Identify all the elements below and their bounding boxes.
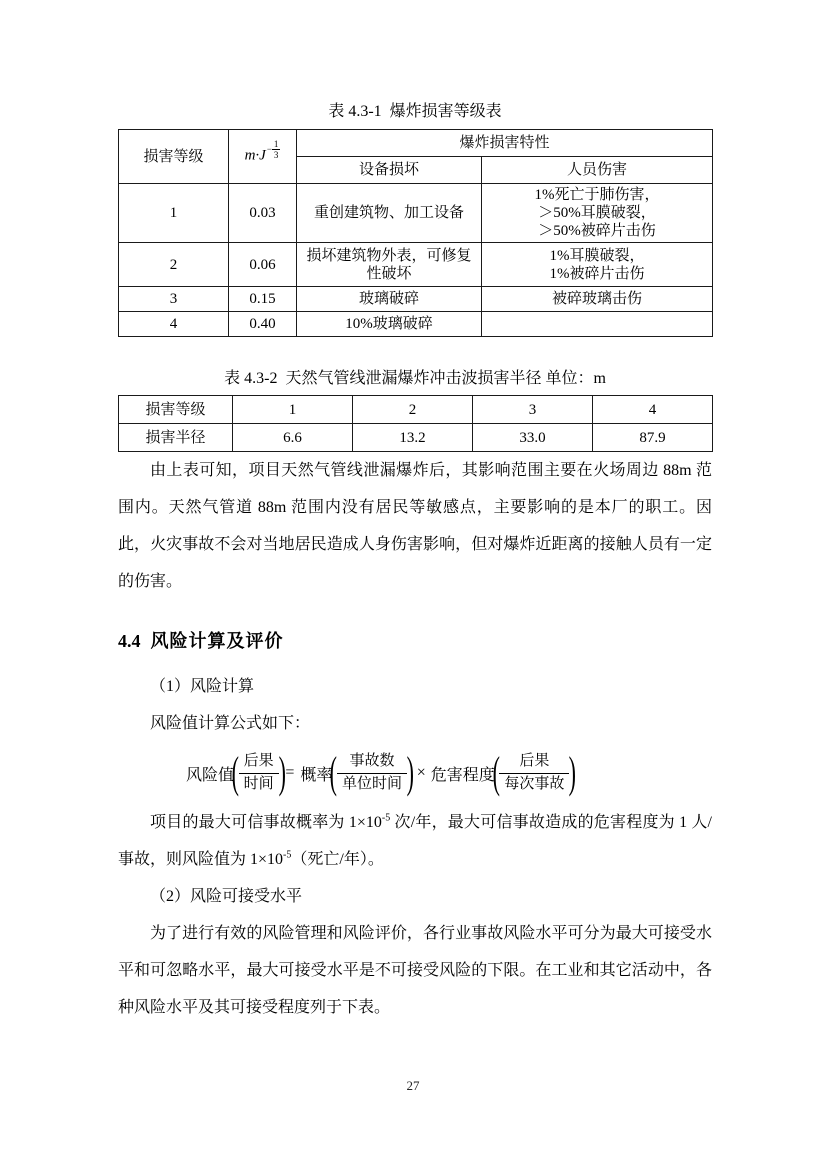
paragraph-risk-value (118, 804, 712, 878)
row-label-cell: 损害等级 (119, 396, 233, 424)
times-sign: × (416, 764, 426, 781)
severity-label: 危害程度 (430, 766, 495, 784)
list-item-2: （2）风险可接受水平 (150, 888, 303, 905)
table1-header-personnel: 人员伤害 (482, 157, 713, 184)
table-row (119, 184, 713, 243)
radius-cell: 87.9 (593, 424, 713, 452)
page-content (118, 0, 712, 1026)
level-cell: 3 (119, 287, 229, 312)
personnel-cell (482, 312, 713, 337)
value-cell: 0.06 (229, 243, 297, 287)
level-cell: 3 (473, 396, 593, 424)
formula-intro: 风险值计算公式如下： (150, 715, 311, 732)
personnel-cell: 被碎玻璃击伤 (482, 287, 713, 312)
text-segment: 次/年，最大可信事故造成的危害程度为 1 人/事故，则风险值为 1×10 (118, 814, 712, 868)
paragraph-acceptable-risk: 为了进行有效的风险管理和风险评价，各行业事故风险水平可分为最大可接受水平和可忽略水平，最大可接受水平是不可接受风险的下限。在工业和其它活动中，各种风险水平及其可接受程度列于下表。 (118, 925, 712, 1016)
equipment-cell: 10%玻璃破碎 (297, 312, 482, 337)
risk-formula (118, 742, 712, 804)
text-segment: 项目的最大可信事故概率为 1×10 (150, 814, 382, 831)
table1-header-row-1 (119, 130, 713, 157)
right-paren: ) (278, 748, 286, 798)
exponent-minus: − (266, 144, 272, 154)
explosion-damage-level-table (118, 129, 713, 337)
severity-fraction (499, 752, 569, 794)
left-paren: ( (330, 748, 338, 798)
fraction-denominator: 单位时间 (342, 775, 403, 792)
personnel-line: 1%死亡于肺伤害， (534, 187, 660, 203)
equipment-cell: 玻璃破碎 (297, 287, 482, 312)
value-cell: 0.15 (229, 287, 297, 312)
left-paren: ( (492, 748, 500, 798)
level-cell: 4 (119, 312, 229, 337)
personnel-line: ＞50%被碎片击伤 (538, 223, 656, 239)
fraction-denominator: 时间 (243, 775, 274, 792)
table-row (119, 287, 713, 312)
table1-header-damage-level: 损害等级 (119, 130, 229, 184)
table-row (119, 243, 713, 287)
fraction-numerator: 事故数 (337, 752, 407, 774)
lhs-fraction (239, 752, 279, 794)
exponent: -5 (283, 849, 292, 861)
level-cell: 4 (593, 396, 713, 424)
exponent-fraction (272, 139, 281, 161)
equipment-cell: 损坏建筑物外表，可修复性破坏 (297, 243, 482, 287)
section-heading-4-4 (118, 626, 712, 656)
right-paren: ) (406, 748, 415, 798)
fraction-numerator: 后果 (239, 752, 279, 774)
formula-lhs-label: 风险值 (186, 766, 235, 784)
personnel-cell (482, 243, 713, 287)
fraction-denominator: 每次事故 (504, 775, 565, 792)
radius-cell: 13.2 (353, 424, 473, 452)
personnel-line: 1%耳膜破裂， (549, 247, 645, 264)
damage-radius-table (118, 395, 713, 452)
list-item-1: （1）风险计算 (150, 678, 255, 695)
level-cell: 2 (353, 396, 473, 424)
table1-header-equipment: 设备损坏 (297, 157, 482, 184)
value-cell: 0.03 (229, 184, 297, 243)
table1-header-unit (229, 130, 297, 184)
probability-label: 概率 (300, 766, 333, 784)
radius-cell: 6.6 (233, 424, 353, 452)
probability-fraction (337, 752, 407, 794)
table2-title: 表 4.3-2 天然气管线泄漏爆炸冲击波损害半径 单位：m (224, 370, 606, 387)
level-cell: 1 (119, 184, 229, 243)
personnel-line: 1%被碎片击伤 (549, 265, 645, 282)
paragraph-summary: 由上表可知，项目天然气管线泄漏爆炸后，其影响范围主要在火场周边 88m 范围内。天然气管道 88m 范围内没有居民等敏感点，主要影响的是本厂的职工。因此，火灾事故不会对当地居民造成人身伤害影响，但对爆炸近距离的接触人员有一定的伤害。 (118, 462, 712, 590)
unit-exponent (267, 139, 281, 161)
table1-header-characteristic: 爆炸损害特性 (297, 130, 713, 157)
text-segment: （死亡/年）。 (291, 851, 384, 868)
table-row (119, 424, 713, 452)
unit-base: m·J (244, 147, 266, 163)
exponent: -5 (381, 812, 391, 824)
section-number: 4.4 (118, 631, 141, 651)
personnel-line: ＞50%耳膜破裂， (538, 205, 656, 221)
personnel-cell (482, 184, 713, 243)
page-number: 27 (406, 1078, 420, 1093)
table-row (119, 312, 713, 337)
equipment-cell: 重创建筑物、加工设备 (297, 184, 482, 243)
exponent-numerator: 1 (273, 138, 279, 149)
fraction-numerator: 后果 (499, 752, 569, 774)
section-title: 风险计算及评价 (150, 631, 284, 651)
right-paren: ) (569, 748, 577, 798)
value-cell: 0.40 (229, 312, 297, 337)
left-paren: ( (231, 748, 240, 798)
table1-title: 表 4.3-1 爆炸损害等级表 (328, 103, 502, 120)
exponent-denominator: 3 (273, 150, 279, 160)
row-label-cell: 损害半径 (119, 424, 233, 452)
level-cell: 2 (119, 243, 229, 287)
table-row (119, 396, 713, 424)
equals-sign: = (285, 764, 295, 781)
level-cell: 1 (233, 396, 353, 424)
radius-cell: 33.0 (473, 424, 593, 452)
